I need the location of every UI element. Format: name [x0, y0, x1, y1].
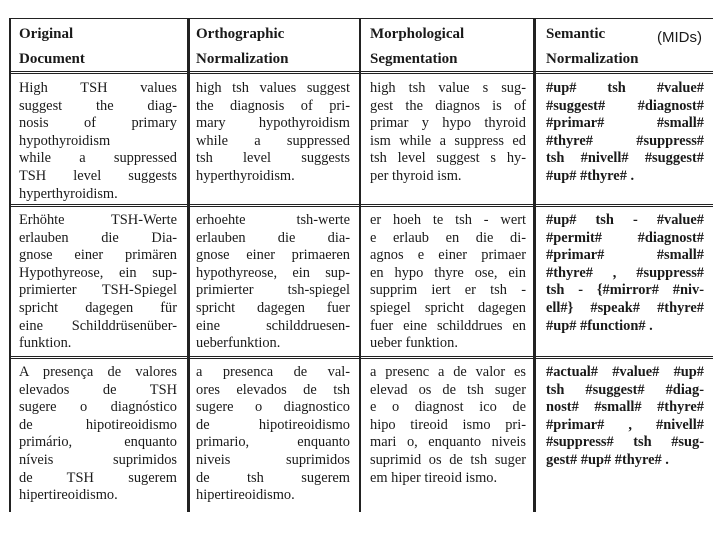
cell-line: primierter tsh-spiegel	[196, 282, 350, 299]
cell-line: spricht dagegen fuer	[196, 299, 350, 316]
cell-morphological-german	[370, 212, 526, 353]
row-divider	[9, 204, 713, 205]
cell-line: nosis of primary	[19, 115, 177, 132]
header-divider	[9, 73, 713, 74]
cell-line: while a suppressed	[19, 150, 177, 167]
cell-line: per thyroid ism.	[370, 167, 462, 184]
cell-line: #primar# , #nivell#	[546, 416, 704, 433]
cell-line: ueber funktion.	[370, 335, 458, 352]
cell-line: High TSH values	[19, 80, 177, 96]
cell-line: #primar# #small#	[546, 247, 704, 264]
cell-line: erlauben die dia-	[196, 229, 350, 246]
cell-line: high tsh values suggest	[196, 80, 350, 96]
cell-line: #up# #thyre# .	[546, 167, 635, 184]
mids-label: (MIDs)	[657, 29, 702, 46]
cell-line: gnose einer primaeren	[196, 247, 350, 264]
cell-line: eine Schilddrüsenüber-	[19, 317, 177, 334]
cell-line: primar y hypo thyroid	[370, 115, 526, 132]
cell-line: #primar# #small#	[546, 115, 704, 132]
cell-line: em hiper tireoid ismo.	[370, 469, 498, 486]
cell-line: mary hypothyroidism	[196, 115, 350, 132]
cell-line: tsh level suggests	[196, 150, 350, 167]
cell-line: #thyre# #suppress#	[546, 132, 704, 149]
cell-line: sugere o diagnostico	[196, 399, 350, 416]
cell-semantic-portuguese	[546, 364, 704, 470]
row-divider	[9, 206, 713, 207]
cell-line: nost# #small# #thyre#	[546, 399, 704, 416]
cell-line: spiegel spricht dagegen	[370, 299, 526, 316]
cell-line: spricht dagegen für	[19, 299, 177, 316]
cell-original-english	[19, 80, 177, 203]
cell-line: Erhöhte TSH-Werte	[19, 212, 177, 228]
cell-line: Hypothyreose, ein sup-	[19, 264, 177, 281]
cell-line: e erlaub en die di-	[370, 229, 526, 246]
cell-line: tsh - {#mirror# #niv-	[546, 282, 704, 299]
cell-line: primário, enquanto	[19, 434, 177, 451]
cell-line: hipertireoidismo.	[19, 487, 118, 504]
cell-line: #up# #function# .	[546, 317, 653, 334]
cell-line: #suppress# tsh #sug-	[546, 434, 704, 451]
cell-line: de TSH sugerem	[19, 469, 177, 486]
cell-line: en hypo thyre ose, ein	[370, 264, 526, 281]
cell-line: TSH level suggests	[19, 167, 177, 184]
column-divider	[187, 18, 190, 512]
column-divider	[533, 18, 536, 512]
cell-line: ueberfunktion.	[196, 335, 281, 352]
cell-semantic-english	[546, 80, 704, 186]
header-original-document: Original Document	[19, 26, 85, 67]
cell-line: tsh #nivell# #suggest#	[546, 150, 704, 167]
cell-line: primierter TSH-Spiegel	[19, 282, 177, 299]
cell-line: hipertireoidismo.	[196, 487, 295, 504]
cell-line: er hoeh te tsh - wert	[370, 212, 526, 228]
cell-line: #up# tsh #value#	[546, 80, 704, 96]
cell-line: tsh #suggest# #diag-	[546, 381, 704, 398]
table-border-top	[9, 18, 713, 19]
cell-line: fuer eine schilddrues en	[370, 317, 526, 334]
cell-line: supprim iert er tsh -	[370, 282, 526, 299]
cell-line: de hipotireoidismo	[196, 416, 350, 433]
table-border-left	[9, 18, 11, 512]
cell-line: elevad os de tsh suger	[370, 381, 526, 398]
cell-line: hipo tireoid ismo pri-	[370, 416, 526, 433]
comparison-table	[9, 18, 713, 512]
cell-orthographic-german	[196, 212, 350, 353]
header-semantic-normalization: Semantic Normalization (MIDs)	[546, 26, 702, 67]
cell-line: #actual# #value# #up#	[546, 364, 704, 380]
cell-line: funktion.	[19, 335, 72, 352]
cell-line: #permit# #diagnost#	[546, 229, 704, 246]
cell-line: hyperthyroidism.	[196, 167, 295, 184]
cell-line: níveis suprimidos	[19, 451, 177, 468]
header-morphological-segmentation: Morphological Segmentation	[370, 26, 465, 67]
cell-morphological-portuguese	[370, 364, 526, 487]
column-divider	[359, 18, 361, 512]
row-divider	[9, 356, 713, 357]
cell-line: high tsh value s sug-	[370, 80, 526, 96]
cell-line: hypothyreose, ein sup-	[196, 264, 350, 281]
cell-line: niveis suprimidos	[196, 451, 350, 468]
cell-line: A presença de valores	[19, 364, 177, 380]
cell-line: a presenc a de valor es	[370, 364, 526, 380]
cell-line: #suggest# #diagnost#	[546, 97, 704, 114]
cell-line: eine schilddruesen-	[196, 317, 350, 334]
cell-line: a presenca de val-	[196, 364, 350, 380]
cell-line: while a suppressed	[196, 132, 350, 149]
cell-line: primario, enquanto	[196, 434, 350, 451]
cell-line: de hipotireoidismo	[19, 416, 177, 433]
cell-original-portuguese	[19, 364, 177, 505]
cell-morphological-english	[370, 80, 526, 186]
cell-line: gest the diagnos is of	[370, 97, 526, 114]
cell-line: #up# tsh - #value#	[546, 212, 704, 228]
cell-line: agnos e einer primaer	[370, 247, 526, 264]
header-orthographic-normalization: Orthographic Normalization	[196, 26, 289, 67]
cell-line: sugere o diagnóstico	[19, 399, 177, 416]
cell-line: mari o, enquanto niveis	[370, 434, 526, 451]
cell-line: de tsh sugerem	[196, 469, 350, 486]
cell-line: erlauben die Dia-	[19, 229, 177, 246]
cell-line: the diagnosis of pri-	[196, 97, 350, 114]
cell-line: hyperthyroidism.	[19, 185, 118, 202]
cell-line: suprimid os de tsh suger	[370, 451, 526, 468]
cell-line: #thyre# , #suppress#	[546, 264, 704, 281]
cell-line: ell#} #speak# #thyre#	[546, 299, 704, 316]
cell-line: ores elevados de tsh	[196, 381, 350, 398]
cell-line: gnose einer primären	[19, 247, 177, 264]
row-divider	[9, 358, 713, 359]
cell-orthographic-portuguese	[196, 364, 350, 505]
cell-line: tsh level suggest s hy-	[370, 150, 526, 167]
cell-line: gest# #up# #thyre# .	[546, 451, 669, 468]
cell-line: elevados de TSH	[19, 381, 177, 398]
cell-orthographic-english	[196, 80, 350, 186]
cell-original-german	[19, 212, 177, 353]
cell-line: ism while a suppress ed	[370, 132, 526, 149]
cell-semantic-german	[546, 212, 704, 335]
cell-line: hypothyroidism	[19, 132, 111, 149]
cell-line: suggest the diag-	[19, 97, 177, 114]
cell-line: erhoehte tsh-werte	[196, 212, 350, 228]
cell-line: e o diagnost ico de	[370, 399, 526, 416]
